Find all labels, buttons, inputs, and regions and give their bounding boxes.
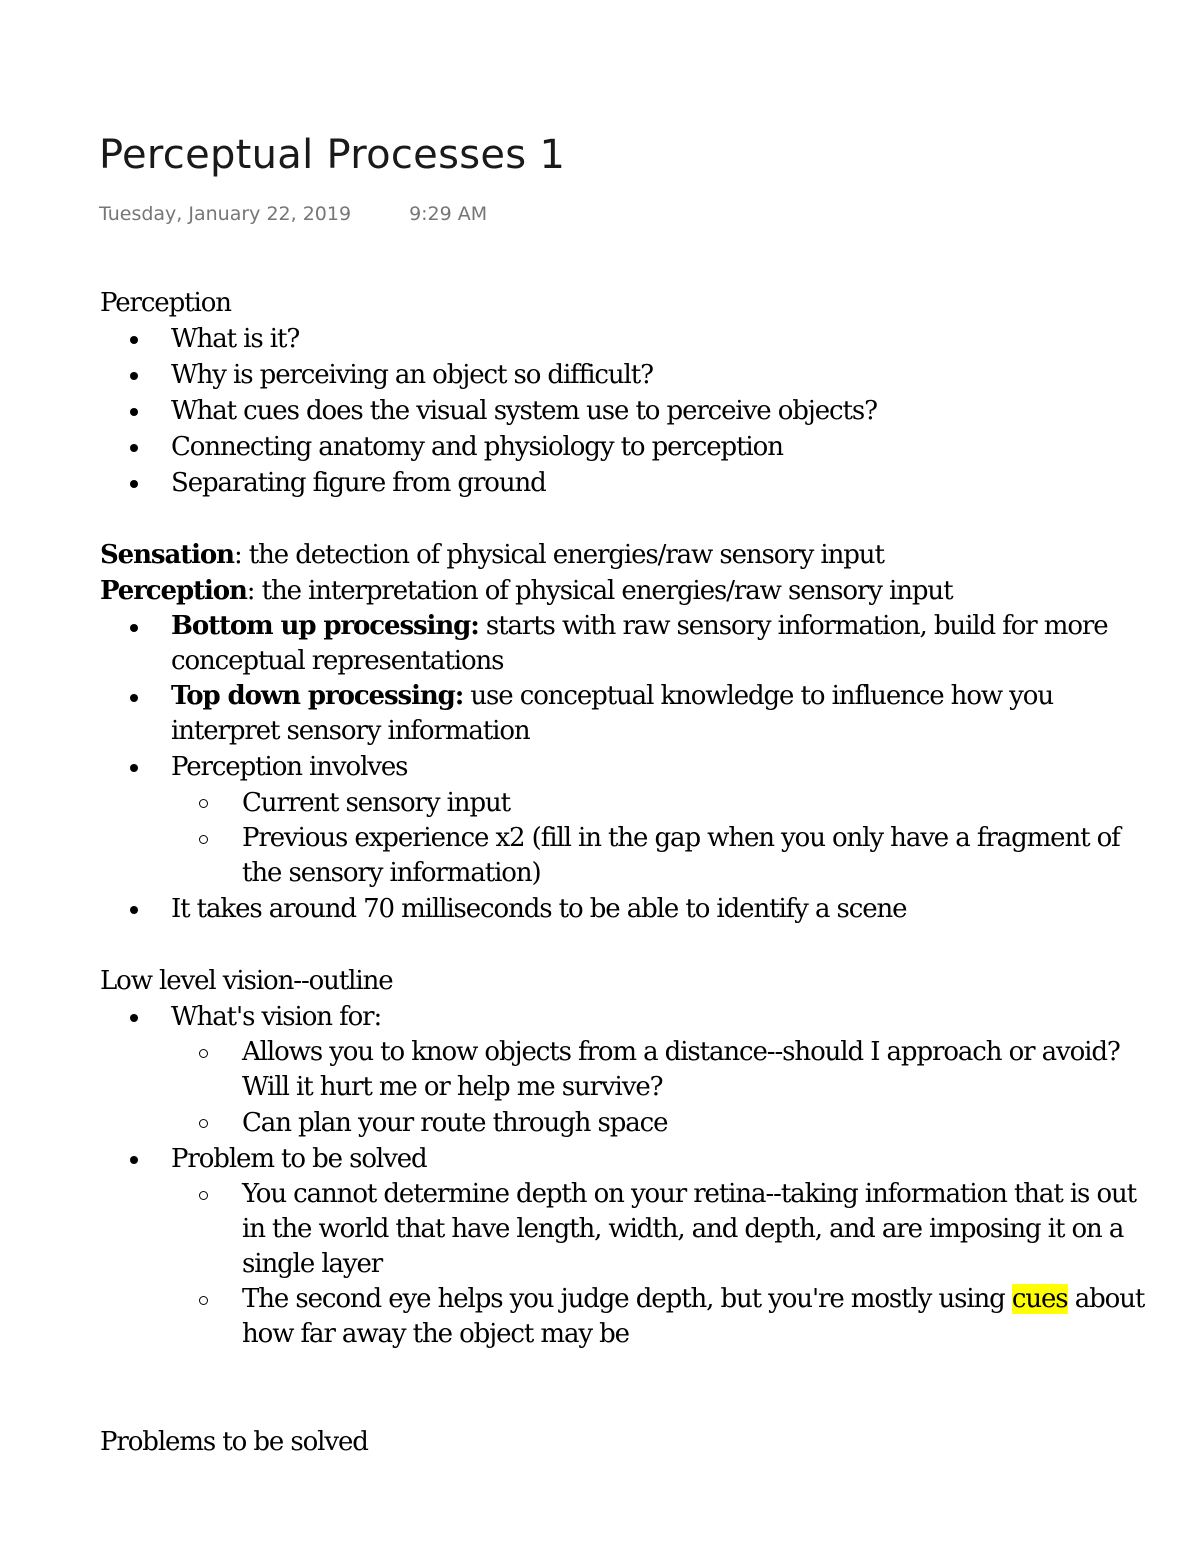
problem-sublist [171, 1177, 1160, 1352]
vision-for-sublist [171, 1035, 1160, 1141]
involves-text: Perception involves [171, 752, 408, 782]
list-item: Allows you to know objects from a distance--should I approach or avoid? Will it hurt me or help me survive? [171, 1035, 1160, 1105]
list-item-cues [171, 1282, 1160, 1352]
list-item: What cues does the visual system use to perceive objects? [100, 393, 1160, 429]
page-title: Perceptual Processes 1 [99, 132, 566, 178]
top-down-text: use conceptual knowledge to influence how you interpret sensory information [171, 681, 1053, 746]
sensation-text: : the detection of physical energies/raw sensory input [233, 540, 884, 570]
list-item-vision-for [100, 999, 1160, 1141]
perception-term: Perception [100, 576, 247, 606]
perception-definition [100, 573, 1160, 609]
list-item: What is it? [100, 321, 1160, 357]
next-heading: Problems to be solved [100, 1427, 368, 1457]
list-item: Previous experience x2 (fill in the gap when you only have a fragment of the sensory information) [171, 821, 1160, 891]
list-item: Current sensory input [171, 785, 1160, 821]
page-date: Tuesday, January 22, 2019 [99, 203, 352, 225]
list-item-identify: It takes around 70 milliseconds to be able to identify a scene [100, 891, 1160, 927]
note-body [100, 285, 1160, 1352]
list-item-involves [100, 749, 1160, 891]
top-down-term: Top down processing: [171, 681, 464, 711]
bottom-up-term: Bottom up processing: [171, 611, 479, 641]
list-item: Can plan your route through space [171, 1105, 1160, 1141]
low-level-vision-list [100, 999, 1160, 1352]
list-item: Separating figure from ground [100, 465, 1160, 501]
next-section-heading-clipped [100, 1427, 800, 1457]
cues-text-a: The second eye helps you judge depth, but you're mostly using [242, 1284, 1012, 1314]
perception-details-list [100, 609, 1160, 927]
list-item: Connecting anatomy and physiology to perception [100, 429, 1160, 465]
perception-questions-list [100, 321, 1160, 501]
list-item: You cannot determine depth on your retina--taking information that is out in the world that have length, width, and depth, and are imposing it on a single layer [171, 1177, 1160, 1282]
perception-text: : the interpretation of physical energies/raw sensory input [246, 576, 953, 606]
page-time: 9:29 AM [409, 203, 488, 225]
bottom-up-text: starts with raw sensory information, build for more conceptual representations [171, 611, 1108, 676]
list-item-problem [100, 1141, 1160, 1352]
list-item-bottom-up [100, 609, 1160, 679]
involves-sublist [171, 785, 1160, 891]
vision-for-text: What's vision for: [171, 1002, 382, 1032]
sensation-term: Sensation [100, 540, 234, 570]
sensation-definition [100, 537, 1160, 573]
spacer [100, 927, 1160, 963]
section-heading-low-level-vision: Low level vision--outline [100, 966, 393, 996]
problem-text: Problem to be solved [171, 1144, 427, 1174]
spacer [100, 501, 1160, 537]
page-meta [99, 203, 487, 225]
list-item: Why is perceiving an object so difficult? [100, 357, 1160, 393]
cues-highlight: cues [1011, 1284, 1068, 1314]
section-heading-perception: Perception [100, 288, 231, 318]
cues-text-b: about how far away the object may be [242, 1284, 1145, 1349]
list-item-top-down [100, 679, 1160, 749]
